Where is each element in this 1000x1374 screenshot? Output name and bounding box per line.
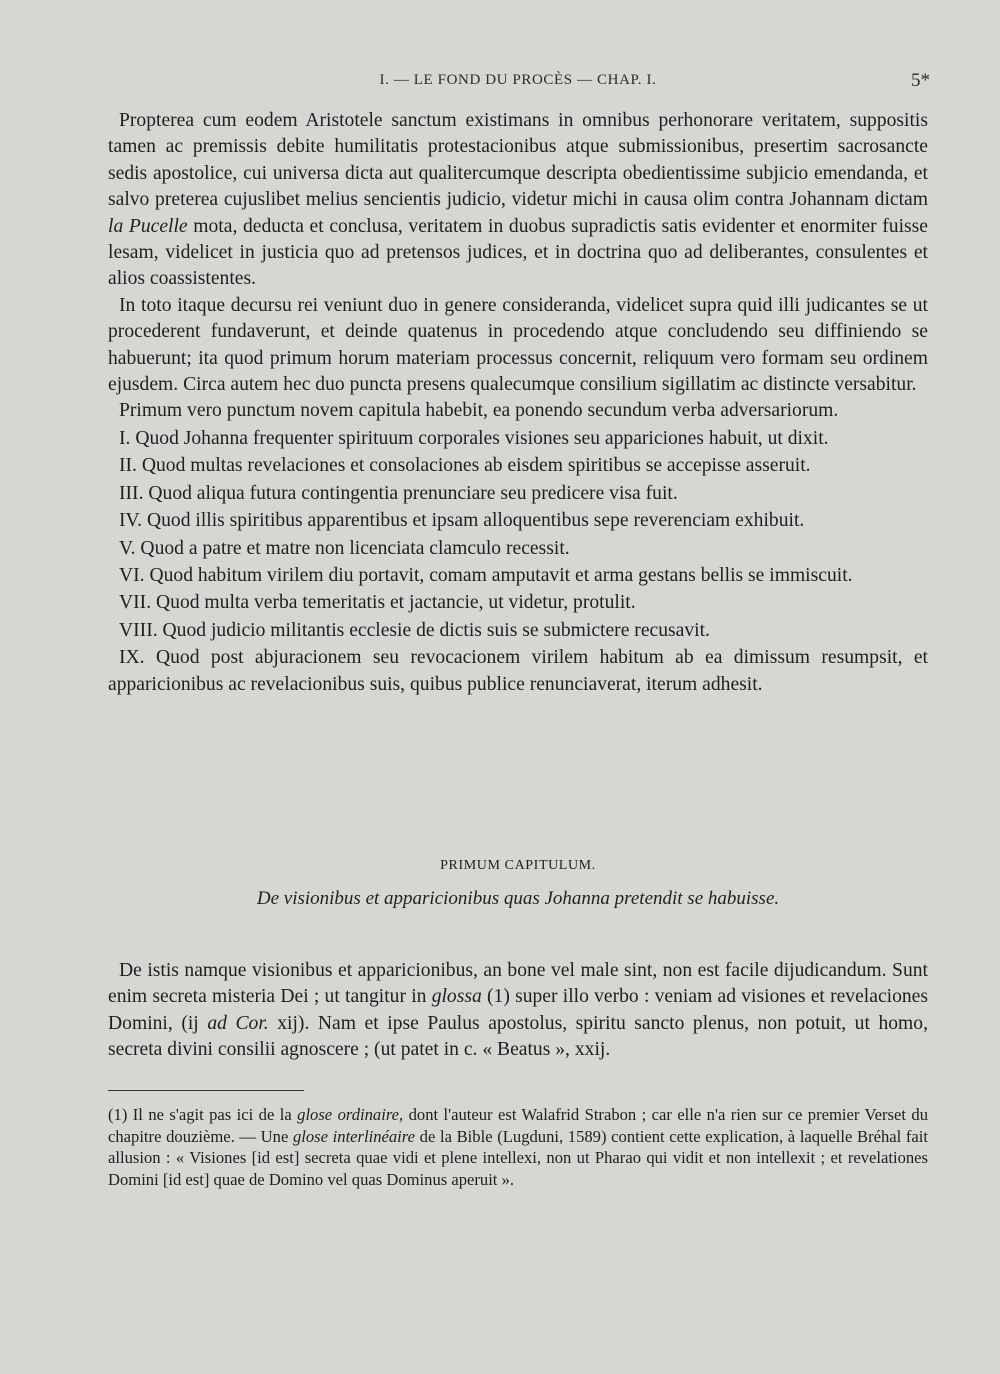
body-text <box>108 108 928 698</box>
paragraph <box>108 293 928 399</box>
chapter-text <box>108 958 928 1064</box>
list-item: I. Quod Johanna frequenter spirituum corporales visiones seu appariciones habuit, ut dixit. <box>119 427 829 449</box>
list-item: II. Quod multas revelaciones et consolaciones ab eisdem spiritibus se accepisse asseruit. <box>119 455 811 477</box>
paragraph <box>108 398 928 424</box>
text-run: De istis namque visionibus et apparicionibus, an bone vel male sint, non est facile dijudicandum. Sunt enim secreta misteria Dei ; ut tangitur in <box>108 960 928 1008</box>
page-number: 5* <box>911 70 930 91</box>
italic-title: la Pucelle <box>108 215 188 237</box>
list-item: VI. Quod habitum virilem diu portavit, comam amputavit et arma gestans bellis se immiscuit. <box>119 564 853 586</box>
italic-term: glose interlinéaire <box>292 1126 415 1146</box>
text-run: In toto itaque decursu rei veniunt duo in genere consideranda, videlicet supra quid illi judicantes se ut procederent fundaverunt, et deinde quatenus in procedendo atque concludendo seu diffiniendo se habuerunt; ita quod primum horum materiam processus concernit, reliquum vero formam seu ordinem ejusdem. Circa autem hec duo puncta presens qualecumque consilium sigillatim ac distincte versabitur. <box>108 294 928 396</box>
text-run: Propterea cum eodem Aristotele sanctum existimans in omnibus perhonorare veritatem, suppositis tamen ac premissis debite humilitatis protestacionibus atque submissionibus, presertim sacrosancte sedis apostolice, cui universa dicta aut qualitercumque descripta obedientissime subjicio emendanda, et salvo preterea cujuslibet melius sencientis judicio, videtur michi in causa olim contra Johannam dictam <box>108 110 928 211</box>
list-item: IX. Quod post abjuracionem seu revocacionem virilem habitum ab ea dimissum resumpsit, et apparicionibus ac revelacionibus suis, quibus publice renunciaverat, iterum adhesit. <box>108 647 928 695</box>
running-head-title: I. — LE FOND DU PROCÈS — CHAP. I. <box>379 72 657 88</box>
paragraph <box>108 108 928 293</box>
text-run: Primum vero punctum novem capitula habebit, ea ponendo secundum verba adversariorum. <box>119 400 839 422</box>
footnote-text <box>108 1104 928 1190</box>
text-run: dont l'auteur est Walafrid Strabon ; car elle n'a rien sur ce premier Verset du chapitre douzième. — Une <box>108 1105 928 1146</box>
list-item: IV. Quod illis spiritibus apparentibus et ipsam alloquentibus sepe reverenciam exhibuit. <box>119 510 805 532</box>
text-run: (1) Il ne s'agit pas ici de la <box>108 1105 298 1124</box>
italic-term: glose ordinaire, <box>297 1105 404 1124</box>
book-page <box>108 70 928 1350</box>
list-item: VII. Quod multa verba temeritatis et jactancie, ut videtur, protulit. <box>119 592 636 614</box>
text-run: de la Bible (Lugduni, 1589) contient cette explication, à laquelle Bréhal fait allusion : « Visiones [id est] secreta quae vidi et plene intellexi, non ut Pharao qui vidit et non intellexit ; et revelationes Domini [id est] quae de Domino vel quas Dominus aperuit ». <box>108 1126 928 1189</box>
chapter-heading: PRIMUM CAPITULUM. <box>440 858 596 873</box>
text-run: xij). Nam et ipse Paulus apostolus, spiritu sancto plenus, non potuit, ut homo, secreta divini consilii agnoscere ; (ut patet in c. « Beatus », xxij. <box>108 1012 928 1061</box>
text-run: (1) super illo verbo : veniam ad visiones et revelaciones Domini, (ij <box>108 986 928 1034</box>
footnote <box>108 1104 928 1190</box>
list-item: III. Quod aliqua futura contingentia prenunciare seu predicere visa fuit. <box>119 482 678 504</box>
chapter-subtitle: De visionibus et apparicionibus quas Johanna pretendit se habuisse. <box>256 888 780 909</box>
italic-term: glossa <box>431 986 482 1008</box>
list-item: VIII. Quod judicio militantis ecclesie de dictis suis se submictere recusavit. <box>119 619 710 641</box>
text-run: mota, deducta et conclusa, veritatem in duobus supradictis satis evidenter et enormiter fuisse lesam, videlicet in justicia quo ad pretensos judices, et in doctrina quo ad deliberantes, consulentes et alios coassistentes. <box>108 215 928 290</box>
footnote-divider <box>108 1090 304 1091</box>
paragraph <box>108 958 928 1064</box>
italic-reference: ad Cor. <box>207 1012 269 1034</box>
list-item: V. Quod a patre et matre non licenciata clamculo recessit. <box>119 537 570 559</box>
running-head <box>108 72 928 100</box>
